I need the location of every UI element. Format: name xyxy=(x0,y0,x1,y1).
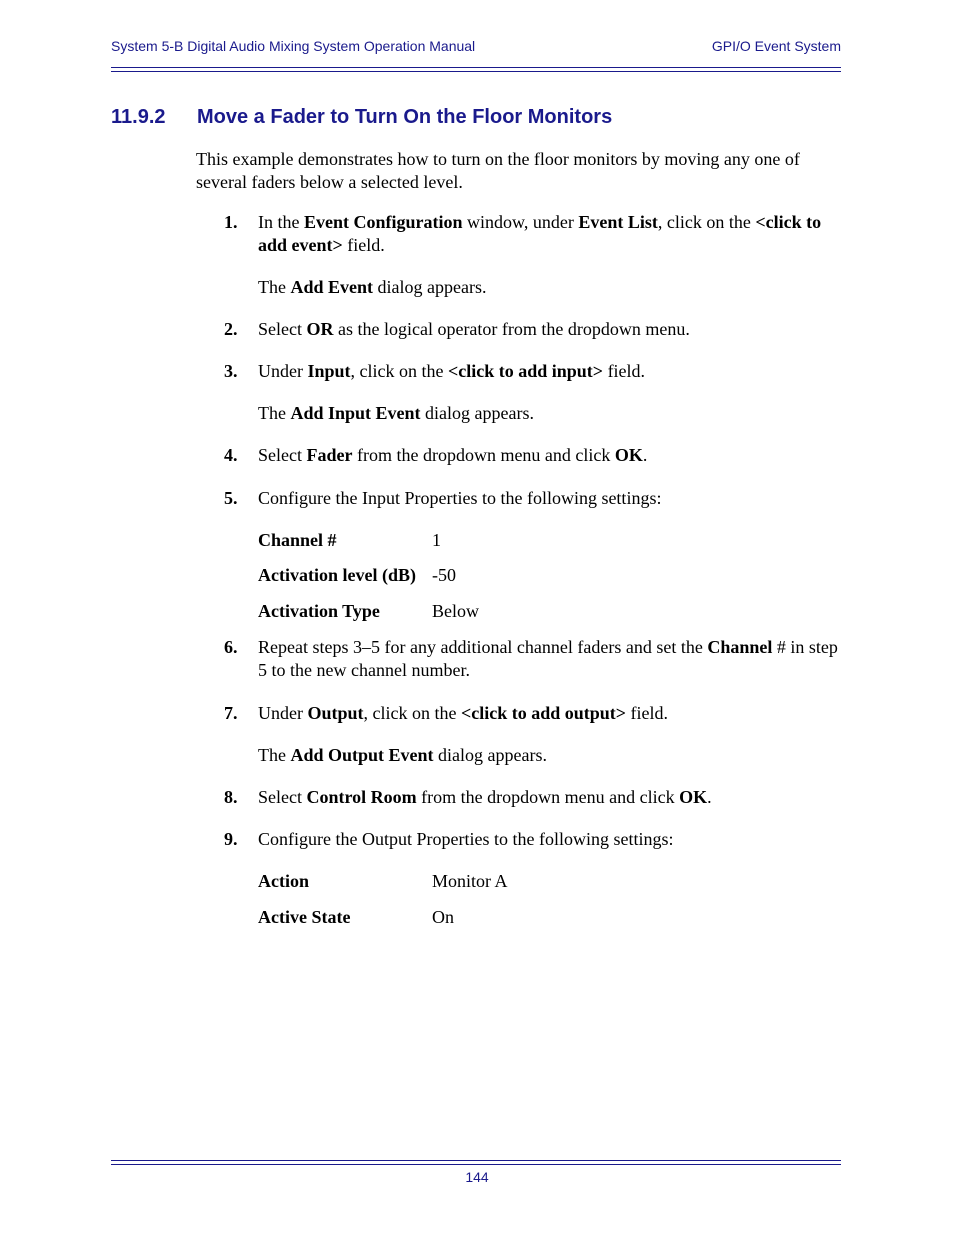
step-text: Select OR as the logical operator from the dropdown menu. xyxy=(258,319,690,339)
input-property-label: Channel # xyxy=(258,530,337,550)
output-property-value: On xyxy=(432,907,454,927)
step-number: 6. xyxy=(224,637,238,657)
input-property-label: Activation Type xyxy=(258,601,380,621)
section-title: Move a Fader to Turn On the Floor Monitors xyxy=(197,106,613,128)
step-text: Under Input, click on the <click to add input> field. xyxy=(258,361,646,381)
input-property-label: Activation level (dB) xyxy=(258,565,416,585)
step-number: 1. xyxy=(224,212,238,232)
input-property-value: -50 xyxy=(432,565,456,585)
step-note: The Add Input Event dialog appears. xyxy=(258,403,535,423)
step-text: Repeat steps 3–5 for any additional channel faders and set the Channel # in step 5 to the new channel number. xyxy=(258,637,838,680)
header-section-name: GPI/O Event System xyxy=(711,38,841,54)
step-note: The Add Output Event dialog appears. xyxy=(258,745,547,765)
section-heading xyxy=(111,106,612,129)
step-number: 4. xyxy=(224,445,238,465)
page-number: 144 xyxy=(465,1169,489,1185)
output-property-value: Monitor A xyxy=(432,871,508,891)
step-text: Select Fader from the dropdown menu and click OK. xyxy=(258,445,648,465)
step-number: 8. xyxy=(224,787,238,807)
footer-rule-top xyxy=(111,1160,841,1161)
input-property-value: Below xyxy=(432,601,479,621)
step-number: 5. xyxy=(224,488,238,508)
output-property-label: Action xyxy=(258,871,309,891)
step-text: Configure the Input Properties to the following settings: xyxy=(258,488,662,508)
step-text: Select Control Room from the dropdown menu and click OK. xyxy=(258,787,712,807)
intro-paragraph: This example demonstrates how to turn on the floor monitors by moving any one of several faders below a selected level. xyxy=(196,149,800,192)
step-text: Under Output, click on the <click to add output> field. xyxy=(258,703,669,723)
header-manual-title: System 5-B Digital Audio Mixing System Operation Manual xyxy=(111,38,476,54)
footer-rule-bottom xyxy=(111,1164,841,1165)
step-number: 2. xyxy=(224,319,238,339)
step-number: 3. xyxy=(224,361,238,381)
section-number: 11.9.2 xyxy=(111,106,166,128)
step-text: Configure the Output Properties to the following settings: xyxy=(258,829,674,849)
step-number: 7. xyxy=(224,703,238,723)
step-number: 9. xyxy=(224,829,238,849)
step-note: The Add Event dialog appears. xyxy=(258,277,487,297)
header-rule-bottom xyxy=(111,71,841,72)
output-property-label: Active State xyxy=(258,907,351,927)
header-rule-top xyxy=(111,67,841,68)
input-property-value: 1 xyxy=(432,530,441,550)
step-text: In the Event Configuration window, under Event List, click on the <click to add event> field. xyxy=(258,212,822,255)
